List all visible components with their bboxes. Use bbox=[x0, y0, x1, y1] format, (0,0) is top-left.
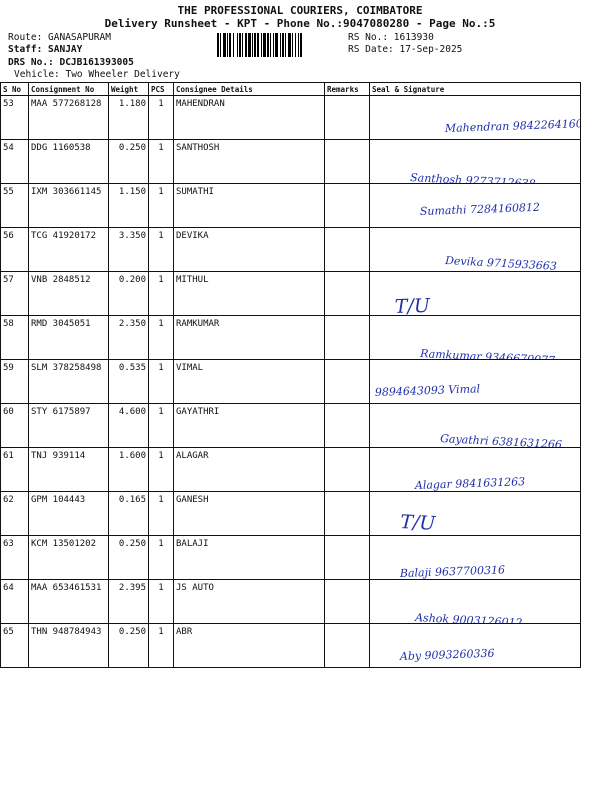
row-pcs: 1 bbox=[149, 228, 174, 272]
row-sno: 53 bbox=[1, 96, 29, 140]
row-seal-signature bbox=[370, 140, 581, 191]
vehicle-label: Vehicle: Two Wheeler Delivery bbox=[14, 69, 180, 80]
row-sno: 62 bbox=[1, 492, 29, 536]
handwritten-signature: Devika 9715933663 bbox=[444, 254, 558, 273]
table-row bbox=[1, 360, 581, 404]
row-consignee: MITHUL bbox=[174, 272, 325, 316]
row-weight: 0.200 bbox=[109, 272, 149, 316]
handwritten-signature: Gayathri 6381631266 bbox=[439, 432, 563, 452]
row-consignment-no: GPM 104443 bbox=[29, 492, 109, 536]
row-weight: 4.600 bbox=[109, 404, 149, 448]
row-weight: 3.350 bbox=[109, 228, 149, 272]
row-consignee: ALAGAR bbox=[174, 448, 325, 492]
handwritten-signature: Alagar 9841631263 bbox=[414, 475, 526, 492]
row-sno: 55 bbox=[1, 184, 29, 228]
row-remarks bbox=[325, 184, 370, 228]
runsheet-subtitle: Delivery Runsheet - KPT - Phone No.:9047080280 - Page No.:5 bbox=[104, 17, 496, 30]
row-consignment-no: MAA 577268128 bbox=[29, 96, 109, 140]
table-row bbox=[1, 228, 581, 272]
row-remarks bbox=[325, 624, 370, 668]
row-remarks bbox=[325, 580, 370, 624]
row-seal-signature bbox=[370, 404, 581, 452]
row-pcs: 1 bbox=[149, 536, 174, 580]
row-weight: 1.180 bbox=[109, 96, 149, 140]
handwritten-signature: Aby 9093260336 bbox=[399, 646, 495, 663]
row-consignee: ABR bbox=[174, 624, 325, 668]
handwritten-signature: Ashok 9003126012 bbox=[414, 611, 523, 630]
row-sno: 58 bbox=[1, 316, 29, 360]
route-label: Route: GANASAPURAM bbox=[8, 32, 111, 43]
table-row bbox=[1, 624, 581, 668]
row-consignee: JS AUTO bbox=[174, 580, 325, 624]
table-header-row bbox=[1, 83, 581, 96]
rs-number: RS No.: 1613930 bbox=[348, 32, 434, 43]
table-row bbox=[1, 492, 581, 536]
row-pcs: 1 bbox=[149, 580, 174, 624]
handwritten-signature: 9894643093 Vimal bbox=[374, 382, 481, 399]
handwritten-signature: Balaji 9637700316 bbox=[399, 563, 506, 580]
row-consignment-no: MAA 653461531 bbox=[29, 580, 109, 624]
row-remarks bbox=[325, 360, 370, 404]
row-weight: 1.600 bbox=[109, 448, 149, 492]
table-row bbox=[1, 316, 581, 360]
row-remarks bbox=[325, 492, 370, 536]
row-pcs: 1 bbox=[149, 316, 174, 360]
table-row bbox=[1, 536, 581, 580]
row-seal-signature bbox=[370, 360, 581, 404]
row-consignee: MAHENDRAN bbox=[174, 96, 325, 140]
handwritten-signature: Sumathi 7284160812 bbox=[419, 200, 541, 218]
row-seal-signature bbox=[370, 624, 581, 668]
row-sno: 57 bbox=[1, 272, 29, 316]
row-weight: 2.395 bbox=[109, 580, 149, 624]
row-seal-signature bbox=[370, 580, 581, 630]
row-sno: 54 bbox=[1, 140, 29, 184]
row-weight: 0.250 bbox=[109, 536, 149, 580]
row-sno: 61 bbox=[1, 448, 29, 492]
row-remarks bbox=[325, 316, 370, 360]
rs-date: RS Date: 17-Sep-2025 bbox=[348, 44, 463, 55]
runsheet-table bbox=[0, 82, 581, 668]
row-seal-signature bbox=[370, 492, 581, 536]
row-consignment-no: RMD 3045051 bbox=[29, 316, 109, 360]
row-pcs: 1 bbox=[149, 448, 174, 492]
row-consignee: BALAJI bbox=[174, 536, 325, 580]
row-sno: 63 bbox=[1, 536, 29, 580]
table-row bbox=[1, 140, 581, 184]
row-consignment-no: DDG 1160538 bbox=[29, 140, 109, 184]
table-row bbox=[1, 580, 581, 624]
row-remarks bbox=[325, 272, 370, 316]
row-consignee: RAMKUMAR bbox=[174, 316, 325, 360]
row-sno: 56 bbox=[1, 228, 29, 272]
row-pcs: 1 bbox=[149, 624, 174, 668]
handwritten-signature: T/U bbox=[394, 294, 431, 318]
row-remarks bbox=[325, 140, 370, 184]
row-seal-signature bbox=[370, 316, 581, 368]
handwritten-signature: Santhosh 9273712638 bbox=[409, 171, 536, 191]
row-pcs: 1 bbox=[149, 492, 174, 536]
col-remarks: Remarks bbox=[325, 83, 370, 96]
col-consignee: Consignee Details bbox=[174, 83, 325, 96]
row-pcs: 1 bbox=[149, 96, 174, 140]
row-pcs: 1 bbox=[149, 184, 174, 228]
row-remarks bbox=[325, 96, 370, 140]
col-pcs: PCS bbox=[149, 83, 174, 96]
row-sno: 60 bbox=[1, 404, 29, 448]
row-consignee: SUMATHI bbox=[174, 184, 325, 228]
handwritten-signature: T/U bbox=[399, 511, 436, 535]
handwritten-signature: Mahendran 9842264160 bbox=[444, 117, 583, 135]
row-pcs: 1 bbox=[149, 140, 174, 184]
row-seal-signature bbox=[370, 448, 581, 492]
row-seal-signature bbox=[370, 96, 581, 140]
col-consignment: Consignment No bbox=[29, 83, 109, 96]
row-seal-signature bbox=[370, 228, 581, 272]
row-consignment-no: KCM 13501202 bbox=[29, 536, 109, 580]
row-consignment-no: SLM 378258498 bbox=[29, 360, 109, 404]
row-consignment-no: TCG 41920172 bbox=[29, 228, 109, 272]
row-consignment-no: STY 6175897 bbox=[29, 404, 109, 448]
col-sno: S No bbox=[1, 83, 29, 96]
row-weight: 0.535 bbox=[109, 360, 149, 404]
staff-label: Staff: SANJAY bbox=[8, 44, 83, 55]
row-remarks bbox=[325, 448, 370, 492]
row-remarks bbox=[325, 404, 370, 448]
table-row bbox=[1, 272, 581, 316]
drs-label: DRS No.: DCJB161393005 bbox=[8, 57, 134, 68]
row-weight: 1.150 bbox=[109, 184, 149, 228]
row-consignment-no: VNB 2848512 bbox=[29, 272, 109, 316]
row-sno: 65 bbox=[1, 624, 29, 668]
row-pcs: 1 bbox=[149, 360, 174, 404]
row-remarks bbox=[325, 536, 370, 580]
row-consignment-no: THN 948784943 bbox=[29, 624, 109, 668]
col-weight: Weight bbox=[109, 83, 149, 96]
row-consignee: GAYATHRI bbox=[174, 404, 325, 448]
row-consignee: SANTHOSH bbox=[174, 140, 325, 184]
row-seal-signature bbox=[370, 536, 581, 580]
row-sno: 64 bbox=[1, 580, 29, 624]
row-consignee: VIMAL bbox=[174, 360, 325, 404]
col-seal-signature: Seal & Signature bbox=[370, 83, 581, 96]
table-row bbox=[1, 404, 581, 448]
row-weight: 0.250 bbox=[109, 624, 149, 668]
row-pcs: 1 bbox=[149, 404, 174, 448]
table-row bbox=[1, 96, 581, 140]
row-pcs: 1 bbox=[149, 272, 174, 316]
row-remarks bbox=[325, 228, 370, 272]
row-consignee: GANESH bbox=[174, 492, 325, 536]
barcode-image bbox=[217, 33, 343, 57]
company-title: THE PROFESSIONAL COURIERS, COIMBATORE bbox=[177, 4, 423, 17]
row-seal-signature bbox=[370, 272, 581, 316]
row-consignee: DEVIKA bbox=[174, 228, 325, 272]
row-consignment-no: TNJ 939114 bbox=[29, 448, 109, 492]
row-weight: 2.350 bbox=[109, 316, 149, 360]
row-seal-signature bbox=[370, 184, 581, 228]
handwritten-signature: Ramkumar 9346670077 bbox=[419, 347, 556, 368]
row-consignment-no: IXM 303661145 bbox=[29, 184, 109, 228]
row-sno: 59 bbox=[1, 360, 29, 404]
row-weight: 0.165 bbox=[109, 492, 149, 536]
row-weight: 0.250 bbox=[109, 140, 149, 184]
table-row bbox=[1, 448, 581, 492]
table-row bbox=[1, 184, 581, 228]
